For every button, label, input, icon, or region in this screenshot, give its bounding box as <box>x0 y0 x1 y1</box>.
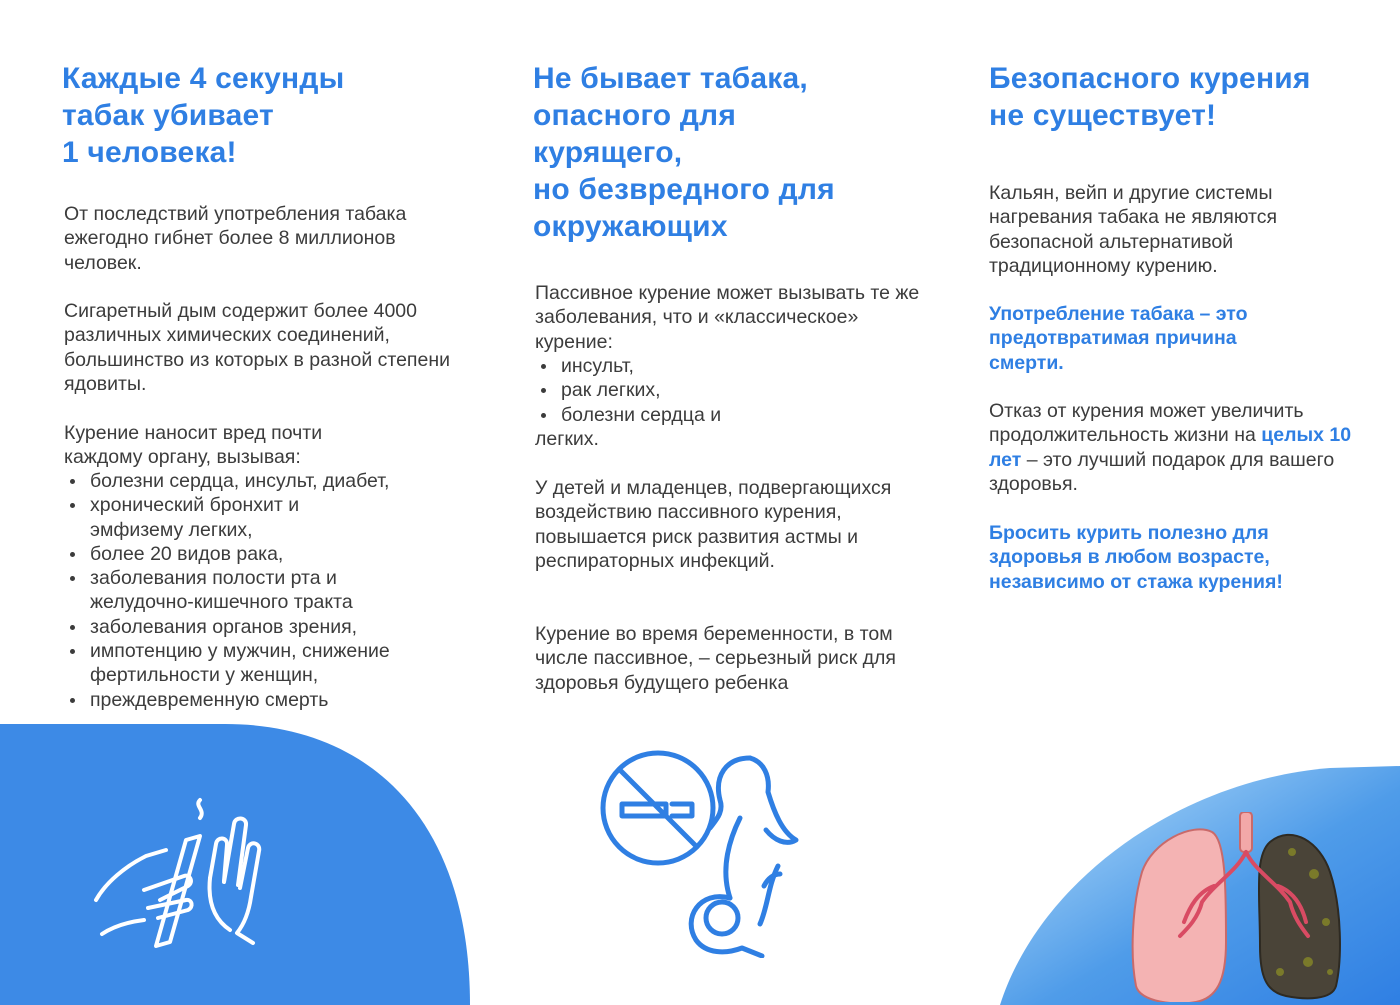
col3-paragraph-4: Бросить курить полезно для здоровья в любом возрасте, независимо от стажа курения! <box>989 522 1283 593</box>
col2-paragraph-1-tail: легких. <box>535 428 599 450</box>
col1-paragraph-2: Сигаретный дым содержит более 4000 различных химических соединений, большинство из которых в разной степени ядовиты. <box>64 300 451 395</box>
list-item: заболевания полости рта и желудочно-кишечного тракта <box>64 566 459 615</box>
list-item: хронический бронхит и эмфизему легких, <box>64 493 459 542</box>
col1-title: Каждые 4 секунды табак убивает 1 человека! <box>62 62 345 169</box>
col2-list <box>535 354 935 427</box>
list-item: болезни сердца и <box>535 403 935 427</box>
pregnant-woman-no-smoking-icon <box>600 748 820 958</box>
list-item: более 20 видов рака, <box>64 542 459 566</box>
col1-paragraph-3: Курение наносит вред почти каждому органу, вызывая: <box>64 422 323 469</box>
list-item: рак легких, <box>535 378 935 402</box>
list-item: заболевания органов зрения, <box>64 615 459 639</box>
col3-p3-highlight: целых 10 лет <box>989 424 1352 471</box>
list-item: преждевременную смерть <box>64 688 459 712</box>
col3-p3-post: – это лучший подарок для вашего здоровья. <box>989 448 1335 495</box>
col2-paragraph-2: У детей и младенцев, подвергающихся воздействию пассивного курения, повышается риск развития астмы и респираторных инфекций. <box>535 477 892 572</box>
list-item: инсульт, <box>535 354 935 378</box>
col3-p3-pre: Отказ от курения может увеличить продолжительность жизни на <box>989 400 1304 447</box>
col3-paragraph-1: Кальян, вейп и другие системы нагревания табака не являются безопасной альтернативой традиционному курению. <box>989 182 1278 277</box>
healthy-vs-smoker-lungs-icon <box>1130 812 1345 1002</box>
hand-stop-cigarette-icon <box>88 790 288 950</box>
col2-paragraph-1: Пассивное курение может вызывать те же заболевания, что и «классическое» курение: <box>535 282 920 353</box>
list-item: импотенцию у мужчин, снижение фертильности у женщин, <box>64 639 459 688</box>
col1-list <box>64 469 459 712</box>
col2-paragraph-3: Курение во время беременности, в том числе пассивное, – серьезный риск для здоровья будущего ребенка <box>535 623 896 694</box>
list-item: болезни сердца, инсульт, диабет, <box>64 469 459 493</box>
col3-title: Безопасного курения не существует! <box>989 62 1311 132</box>
col3-paragraph-2: Употребление табака – это предотвратимая причина смерти. <box>989 303 1248 374</box>
col2-title: Не бывает табака, опасного для курящего, но безвредного для окружающих <box>533 62 835 243</box>
col1-paragraph-1: От последствий употребления табака ежегодно гибнет более 8 миллионов человек. <box>64 203 407 274</box>
col3-paragraph-3 <box>989 399 1369 496</box>
